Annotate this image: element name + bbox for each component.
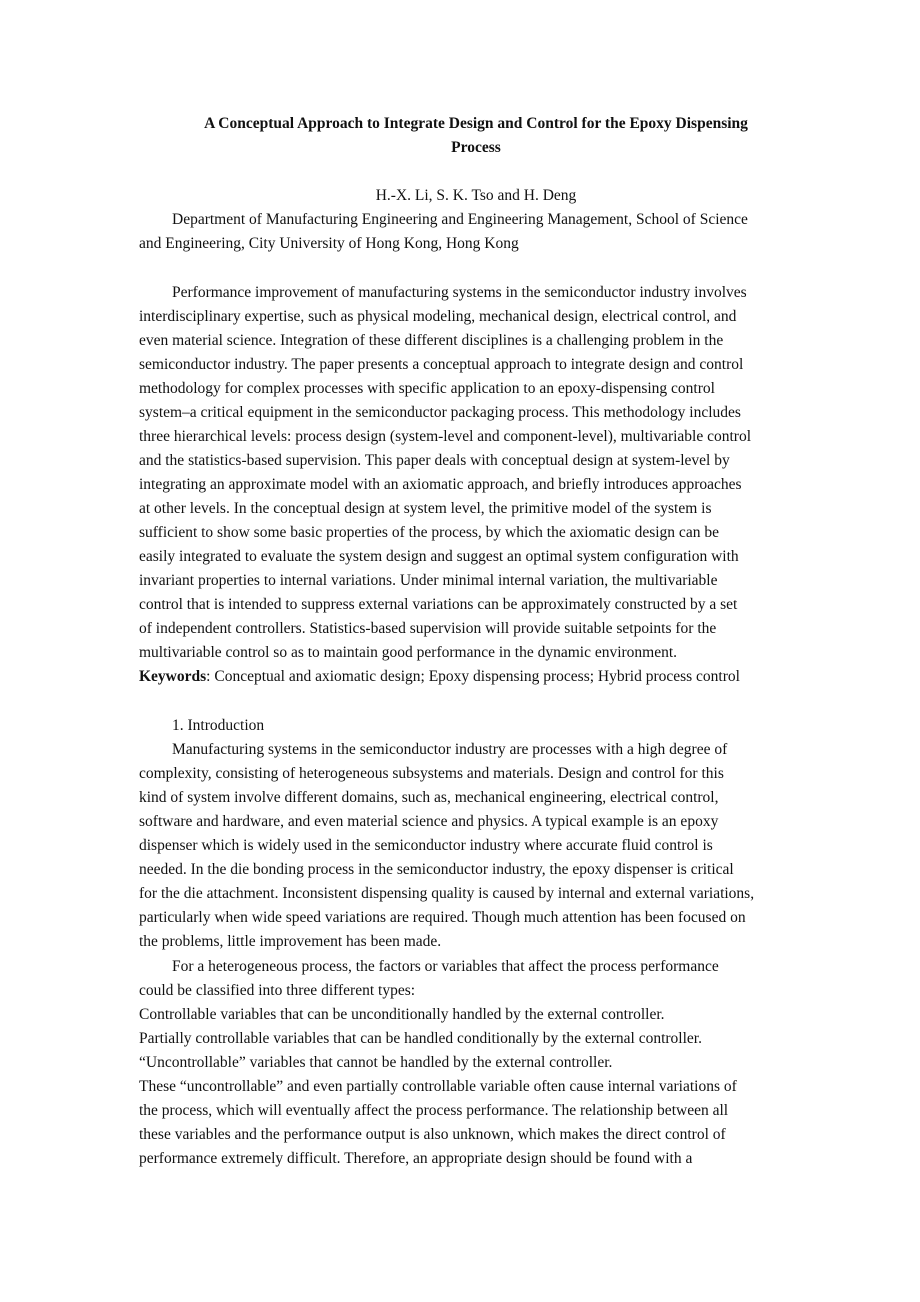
- abstract-line: and the statistics-based supervision. This paper deals with conceptual design at system-level by: [139, 452, 730, 469]
- list-item: Controllable variables that can be unconditionally handled by the external controller.: [139, 1006, 665, 1023]
- abstract-line: control that is intended to suppress external variations can be approximately constructed by a set: [139, 596, 738, 613]
- paragraph-line: complexity, consisting of heterogeneous subsystems and materials. Design and control for this: [139, 765, 724, 782]
- paragraph-line: particularly when wide speed variations are required. Though much attention has been focused on: [139, 909, 746, 926]
- paragraph-line: for the die attachment. Inconsistent dispensing quality is caused by internal and external variations,: [139, 885, 755, 902]
- paragraph-line: kind of system involve different domains, such as, mechanical engineering, electrical control,: [139, 789, 719, 806]
- abstract-line: multivariable control so as to maintain good performance in the dynamic environment.: [139, 644, 678, 661]
- affiliation-line-2: and Engineering, City University of Hong Kong, Hong Kong: [139, 235, 519, 252]
- paragraph-line: the process, which will eventually affect the process performance. The relationship between all: [139, 1102, 729, 1119]
- paragraph-line: the problems, little improvement has been made.: [139, 933, 442, 950]
- paper-title-line-2: Process: [451, 139, 501, 156]
- keywords-label: Keywords: [139, 668, 207, 685]
- abstract-line: methodology for complex processes with specific application to an epoxy-dispensing control: [139, 380, 715, 397]
- paragraph-line: needed. In the die bonding process in the semiconductor industry, the epoxy dispenser is critical: [139, 861, 734, 878]
- section-heading: 1. Introduction: [172, 717, 265, 734]
- abstract-line: semiconductor industry. The paper presents a conceptual approach to integrate design and control: [139, 356, 744, 373]
- list-item: “Uncontrollable” variables that cannot be handled by the external controller.: [139, 1054, 613, 1071]
- authors: H.-X. Li, S. K. Tso and H. Deng: [375, 187, 577, 204]
- affiliation-line-1: Department of Manufacturing Engineering and Engineering Management, School of Science: [172, 211, 748, 228]
- keywords: [139, 667, 740, 687]
- abstract-line: Performance improvement of manufacturing systems in the semiconductor industry involves: [172, 284, 747, 301]
- abstract-line: system–a critical equipment in the semiconductor packaging process. This methodology includes: [139, 404, 741, 421]
- keywords-text: : Conceptual and axiomatic design; Epoxy dispensing process; Hybrid process control: [206, 668, 740, 685]
- abstract-line: sufficient to show some basic properties of the process, by which the axiomatic design can be: [139, 524, 719, 541]
- paragraph-line: software and hardware, and even material science and physics. A typical example is an epoxy: [139, 813, 719, 830]
- abstract-line: integrating an approximate model with an axiomatic approach, and briefly introduces approaches: [139, 476, 742, 493]
- paragraph-line: performance extremely difficult. Therefore, an appropriate design should be found with a: [139, 1150, 693, 1167]
- abstract-line: even material science. Integration of these different disciplines is a challenging problem in the: [139, 332, 724, 349]
- list-item: Partially controllable variables that can be handled conditionally by the external controller.: [139, 1030, 702, 1047]
- paragraph-line: These “uncontrollable” and even partially controllable variable often cause internal variations of: [139, 1078, 737, 1095]
- paragraph-line: dispenser which is widely used in the semiconductor industry where accurate fluid control is: [139, 837, 713, 854]
- abstract-line: interdisciplinary expertise, such as physical modeling, mechanical design, electrical control, and: [139, 308, 737, 325]
- abstract-line: invariant properties to internal variations. Under minimal internal variation, the multivariable: [139, 572, 718, 589]
- paragraph-line: For a heterogeneous process, the factors or variables that affect the process performance: [172, 958, 719, 975]
- abstract-line: easily integrated to evaluate the system design and suggest an optimal system configuration with: [139, 548, 739, 565]
- paragraph-line: Manufacturing systems in the semiconductor industry are processes with a high degree of: [172, 741, 728, 758]
- abstract-line: of independent controllers. Statistics-based supervision will provide suitable setpoints for the: [139, 620, 717, 637]
- paragraph-line: these variables and the performance output is also unknown, which makes the direct control of: [139, 1126, 726, 1143]
- abstract-line: three hierarchical levels: process design (system-level and component-level), multivariable control: [139, 428, 752, 445]
- paragraph-line: could be classified into three different types:: [139, 982, 416, 999]
- abstract-line: at other levels. In the conceptual design at system level, the primitive model of the system is: [139, 500, 712, 517]
- paper-title-line-1: A Conceptual Approach to Integrate Design and Control for the Epoxy Dispensing: [204, 115, 748, 132]
